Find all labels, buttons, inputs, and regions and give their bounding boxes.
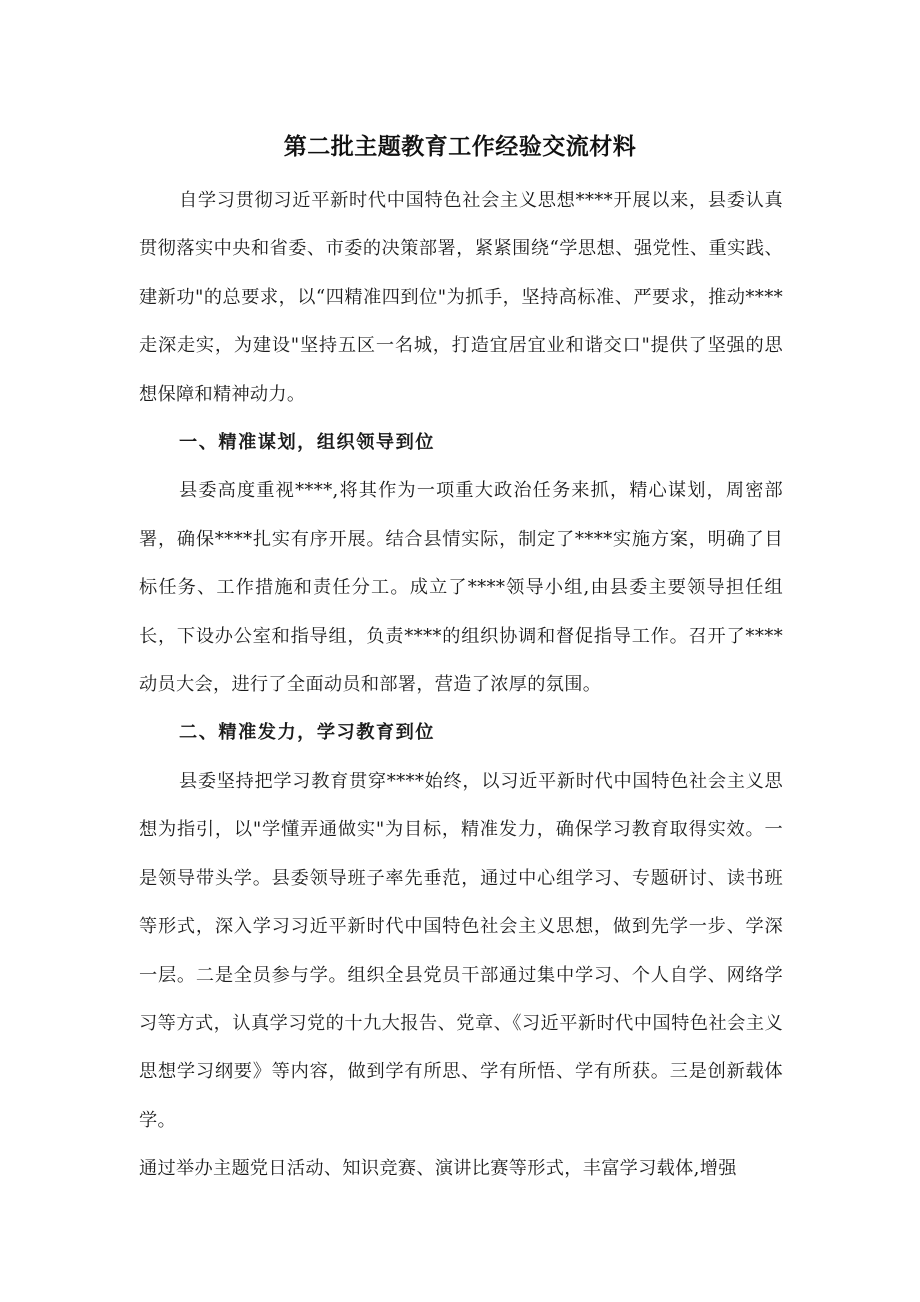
document-title: 第二批主题教育工作经验交流材料 [283,134,637,160]
document-body [139,177,783,1194]
section-heading-2: 二、精准发力，学习教育到位 [179,722,435,744]
section-heading-1: 一、精准谋划，组织领导到位 [179,432,435,454]
intro-paragraph: 自学习贯彻习近平新时代中国特色社会主义思想****开展以来，县委认真贯彻落实中央和省委、市委的决策部署，紧紧围绕“学思想、强党性、重实践、建新功"的总要求，以“四精准四到位"为抓手，坚持高标准、严要求，推动****走深走实，为建设"坚持五区一名城，打造宜居宜业和谐交口"提供了坚强的思想保障和精神动力。 [139,190,783,405]
trailing-paragraph: 通过举办主题党日活动、知识竞赛、演讲比赛等形式，丰富学习载体,增强 [139,1158,737,1180]
section-paragraph-1: 县委高度重视****,将其作为一项重大政治任务来抓，精心谋划，周密部署，确保****扎实有序开展。结合县情实际，制定了****实施方案，明确了目标任务、工作措施和责任分工。成立了****领导小组,由县委主要领导担任组长，下设办公室和指导组，负责****的组织协调和督促指导工作。召开了****动员大会，进行了全面动员和部署，营造了浓厚的氛围。 [139,480,783,696]
section-paragraph-2: 县委坚持把学习教育贯穿****始终，以习近平新时代中国特色社会主义思想为指引，以"学懂弄通做实"为目标，精准发力，确保学习教育取得实效。一是领导带头学。县委领导班子率先垂范，通过中心组学习、专题研讨、读书班等形式，深入学习习近平新时代中国特色社会主义思想，做到先学一步、学深一层。二是全员参与学。组织全县党员干部通过集中学习、个人自学、网络学习等方式，认真学习党的十九大报告、党章、《习近平新时代中国特色社会主义思想学习纲要》等内容，做到学有所思、学有所悟、学有所获。三是创新载体学。 [139,770,783,1131]
